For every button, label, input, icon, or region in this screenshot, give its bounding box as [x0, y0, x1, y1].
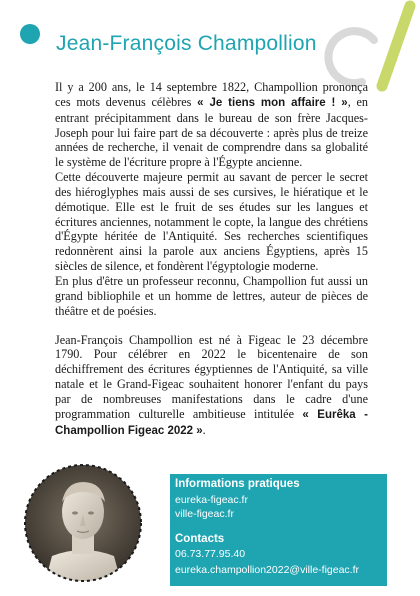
page-title: Jean-François Champollion — [56, 32, 317, 55]
article-body — [55, 80, 368, 438]
contacts-heading: Contacts — [175, 533, 225, 545]
phone-link[interactable]: 06.73.77.95.40 — [175, 548, 246, 560]
champollion-bust-photo-icon — [14, 460, 152, 586]
practical-info-heading: Informations pratiques — [175, 478, 300, 490]
email-link[interactable]: eureka.champollion2022@ville-figeac.fr — [175, 564, 360, 576]
info-box — [170, 474, 387, 586]
quote-text: « Je tiens mon affaire ! » — [197, 96, 348, 109]
website-link-figeac[interactable]: ville-figeac.fr — [175, 508, 234, 520]
paragraph-figeac: Jean-François Champollion est né à Figeac le 23 décembre 1790. Pour célébrer en 2022 le bicentenaire de son déchiffrement des écritures égyptiennes de l'Antiquité, sa ville natale et le Grand-Figeac souhaitent honorer l'enfant du pays par de nombreuses manifestations dans le cadre d'une programmation culturelle ambitieuse intitulée « Eurêka - Champollion Figeac 2022 ». — [55, 332, 368, 437]
paragraph-discovery: Cette découverte majeure permit au savant de percer le secret des hiéroglyphes mais aussi de ses cursives, le hiératique et le démotique. Elle est le fruit de ses études sur les langues et écritures anciennes, notamment le copte, la langue des chrétiens d'Égypte héritée de l'Antiquité. Ses recherches scientifiques redonnèrent ainsi la parole aux anciens Égyptiens, après 15 siècles de silence, et fondèrent l'égyptologie moderne. — [55, 170, 368, 274]
teal-dot-icon — [20, 24, 40, 44]
website-link-eureka[interactable]: eureka-figeac.fr — [175, 494, 248, 506]
paragraph-career: En plus d'être un professeur reconnu, Champollion fut aussi un grand bibliophile et un homme de lettres, auteur de pièces de théâtre et de poésies. — [55, 273, 368, 318]
paragraph-intro: Il y a 200 ans, le 14 septembre 1822, Champollion prononça ces mots devenus célèbres « Je tiens mon affaire ! », en entrant précipitamment dans le bureau de son frère Jacques-Joseph pour lui faire part de sa découverte : après plus de treize années de recherche, il venait de comprendre dans sa globalité le système de l'écriture propre à l'Égypte ancienne. — [55, 80, 368, 170]
event-name: « Eurêka - Champollion Figeac 2022 » — [55, 408, 368, 437]
